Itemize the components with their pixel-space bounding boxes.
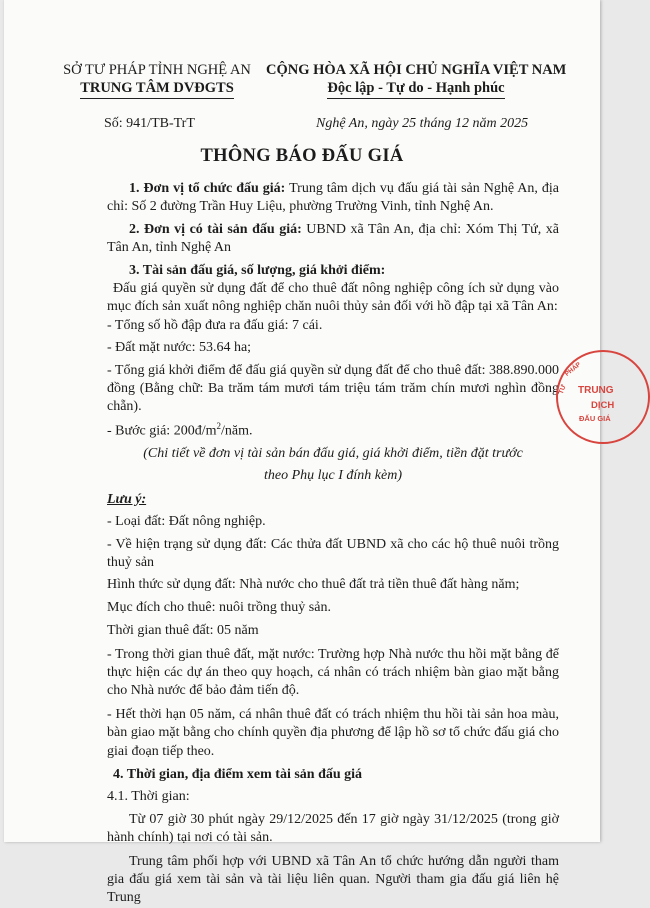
section-3-item: - Tổng số hồ đập đưa ra đấu giá: 7 cái. [107, 317, 323, 333]
note-item: - Hết thời hạn 05 năm, cá nhân thuê đất có trách nhiệm thu hồi tài sản hoa màu, bàn giao mặt bằng cho chính quyền địa phương để lập hồ sơ tổ chức đấu giá cho giai đoạn tiếp theo. [107, 706, 559, 759]
note-item: - Về hiện trạng sử dụng đất: Các thửa đất UBND xã cho các hộ thuê nuôi trồng thuỷ sản [107, 536, 559, 570]
note-label: Lưu ý: [107, 491, 147, 507]
section-3-intro: Đấu giá quyền sử dụng đất để cho thuê đất nông nghiệp công ích sử dụng vào mục đích sản xuất nông nghiệp chăn nuôi thủy sản đối với hồ đập tại xã Tân An: [107, 281, 559, 315]
document-page [4, 0, 615, 906]
section-1-text: Trung tâm dịch vụ đấu giá tài sản Nghệ An, địa chỉ: Số 2 đường Trần Huy Liệu, phường Trường Vinh, tỉnh Nghệ An. [107, 181, 559, 215]
section-2 [107, 221, 559, 258]
section-3-item: - Đất mặt nước: 53.64 ha; [107, 340, 252, 356]
section-3-item: - Tổng giá khởi điểm để đấu giá quyền sử dụng đất để cho thuê đất: 388.890.000 đồng (Bằng chữ: Ba trăm tám mươi tám triệu tám trăm chín mươi nghìn đồng chẵn). [107, 362, 559, 415]
section-4-subheading: 4.1. Thời gian: [107, 789, 190, 805]
section-1-label: 1. Đơn vị tổ chức đấu giá: [129, 181, 286, 196]
section-3-label: 3. Tài sản đấu giá, số lượng, giá khởi điểm: [129, 262, 386, 278]
section-4-paragraph: Trung tâm phối hợp với UBND xã Tân An tổ chức hướng dẫn người tham gia đấu giá xem tài sản và tài liệu liên quan. Người tham gia đấu giá liên hệ Trung [107, 853, 559, 906]
note-item: Mục đích cho thuê: nuôi trồng thuỷ sản. [107, 599, 331, 615]
agency-parent: SỞ TƯ PHÁP TỈNH NGHỆ AN [63, 62, 251, 78]
document-number: Số: 941/TB-TrT [104, 116, 195, 131]
agency-name: TRUNG TÂM DVĐGTS [80, 79, 234, 99]
issuing-agency [52, 61, 262, 99]
note-item: Hình thức sử dụng đất: Nhà nước cho thuê đất trả tiền thuê đất hàng năm; [107, 577, 520, 593]
section-2-text: UBND xã Tân An, địa chỉ: Xóm Thị Tứ, xã Tân An, tỉnh Nghệ An [107, 221, 559, 256]
national-motto [266, 61, 566, 99]
motto: Độc lập - Tự do - Hạnh phúc [327, 79, 504, 99]
country-name: CỘNG HÒA XÃ HỘI CHỦ NGHĨA VIỆT NAM [266, 62, 567, 78]
section-4-time: Từ 07 giờ 30 phút ngày 29/12/2025 đến 17 giờ ngày 31/12/2025 (trong giờ hành chính) tại nơi có tài sản. [107, 811, 559, 846]
section-1 [107, 180, 559, 217]
appendix-note: theo Phụ lục I đính kèm) [263, 468, 402, 484]
document-title: THÔNG BÁO ĐẤU GIÁ [200, 146, 404, 166]
note-item: - Trong thời gian thuê đất, mặt nước: Trường hợp Nhà nước thu hồi mặt bằng để thực hiện các dự án theo quy hoạch, cá nhân có trách nhiệm bàn giao mặt bằng cho Nhà nước để bảo đảm tiến độ. [107, 646, 559, 699]
section-4-label: 4. Thời gian, địa điểm xem tài sản đấu giá [113, 767, 363, 783]
document-date: Nghệ An, ngày 25 tháng 12 năm 2025 [316, 116, 529, 131]
appendix-note: (Chi tiết về đơn vị tài sản bán đấu giá, giá khởi điểm, tiền đặt trước [143, 445, 523, 461]
note-item: Thời gian thuê đất: 05 năm [107, 623, 259, 639]
document-body [107, 180, 559, 908]
section-2-label: 2. Đơn vị có tài sản đấu giá: [129, 221, 302, 237]
official-seal-stamp: PHÁP TƯ TRUNG DỊCH ĐẤU GIÁ [556, 350, 650, 444]
note-item: - Loại đất: Đất nông nghiệp. [107, 514, 266, 530]
section-3-item: - Bước giá: $200đ/m^2$/năm. [107, 420, 253, 439]
